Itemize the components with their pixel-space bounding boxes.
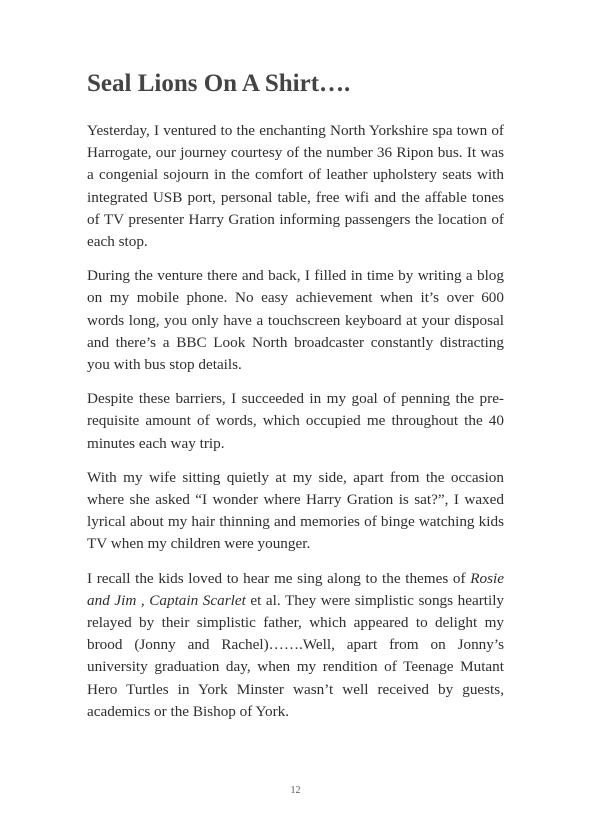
page-number: 12: [290, 785, 301, 796]
paragraph-2: During the venture there and back, I filled in time by writing a blog on my mobile phone. No easy achievement when it’s over 600 words long, you only have a touchscreen keyboard at your disposal and there’s a BBC Look North broadcaster constantly distracting you with bus stop details.: [87, 267, 504, 374]
paragraph-5-intro: I recall the kids loved to hear me sing along to the themes of: [87, 569, 471, 587]
show-title-captain-scarlet: Captain Scarlet: [149, 591, 246, 609]
paragraph-4: With my wife sitting quietly at my side, apart from the occasion where she asked “I wonder where Harry Gration is sat?”, I waxed lyrical about my hair thinning and memories of binge watching kids TV when my children were younger.: [87, 468, 504, 553]
paragraph-3: Despite these barriers, I succeeded in my goal of penning the pre-requisite amount of words, which occupied me throughout the 40 minutes each way trip.: [87, 390, 504, 452]
show-title-rosie-and-jim: Rosie and Jim: [87, 569, 504, 609]
article-body: [87, 120, 504, 735]
paragraph-1: Yesterday, I ventured to the enchanting North Yorkshire spa town of Harrogate, our journey courtesy of the number 36 Ripon bus. It was a congenial sojourn in the comfort of leather upholstery seats with integrated USB port, personal table, free wifi and the affable tones of TV presenter Harry Gration informing passengers the location of each stop.: [87, 122, 504, 251]
paragraph-5-rest: et al. They were simplistic songs heartily relayed by their simplistic father, which appeared to delight my brood (Jonny and Rachel)…….Well, apart from on Jonny’s university graduation day, when my rendition of Teenage Mutant Hero Turtles in York Minster wasn’t well received by guests, academics or the Bishop of York.: [87, 591, 505, 720]
page-title: Seal Lions On A Shirt….: [87, 70, 351, 97]
paragraph-5: [87, 568, 504, 723]
title-separator: ,: [136, 591, 150, 609]
